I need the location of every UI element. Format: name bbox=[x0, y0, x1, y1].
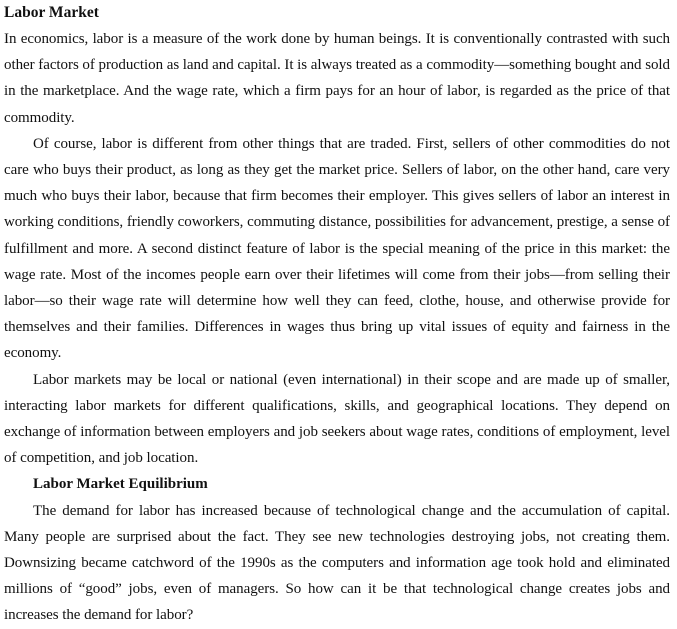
paragraph-labor-differences: Of course, labor is different from other things that are traded. First, sellers of other commodities do not care who buys their product, as long as they get the market price. Sellers of labor, on the other hand, care very much who buys their labor, because that firm becomes their employer. This gives sellers of labor an interest in working conditions, friendly coworkers, commuting distance, possibilities for advancement, prestige, a sense of fulfillment and more. A second distinct feature of labor is the special meaning of the price in this market: the wage rate. Most of the incomes people earn over their lifetimes will come from their jobs—from selling their labor—so their wage rate will determine how well they can feed, clothe, house, and otherwise provide for themselves and their families. Differences in wages thus bring up vital issues of equity and fairness in the economy. bbox=[4, 135, 670, 362]
paragraph-demand-for-labor: The demand for labor has increased because of technological change and the accumulation of capital. Many people are surprised about the fact. They see new technologies destroying jobs, not creating them. Downsizing became catchword of the 1990s as the computers and information age took hold and eliminated millions of “good” jobs, even of managers. So how can it be that technological change creates jobs and increases the demand for labor? bbox=[4, 502, 670, 624]
paragraph-labor-markets-scope: Labor markets may be local or national (even international) in their scope and are made up of smaller, interacting labor markets for different qualifications, skills, and geographical locations. They depend on exchange of information between employers and job seekers about wage rates, conditions of employment, level of competition, and job location. bbox=[4, 371, 670, 467]
document-page bbox=[4, 2, 670, 629]
section-subtitle: Labor Market Equilibrium bbox=[33, 476, 208, 493]
paragraph-intro: In economics, labor is a measure of the work done by human beings. It is conventionally contrasted with such other factors of production as land and capital. It is always treated as a commodity—something bought and sold in the marketplace. And the wage rate, which a firm pays for an hour of labor, is regarded as the price of that commodity. bbox=[4, 31, 671, 126]
document-title: Labor Market bbox=[4, 4, 99, 21]
